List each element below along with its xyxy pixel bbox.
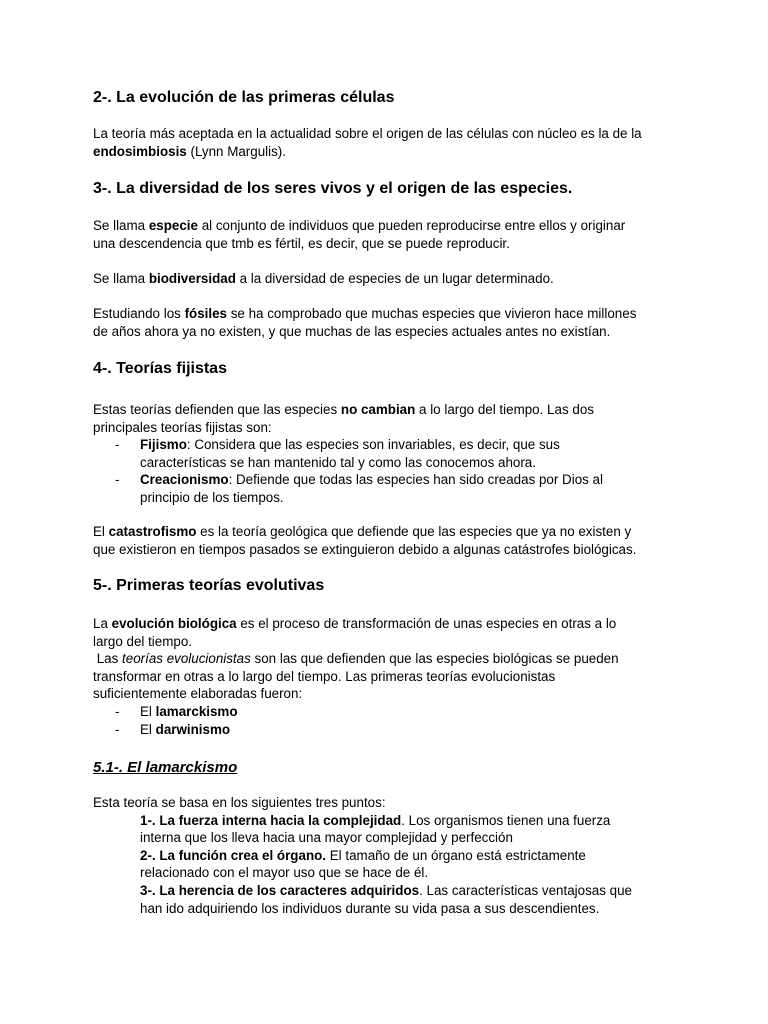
section-3-paragraph-biodiversidad: Se llama biodiversidad a la diversidad de especies de un lugar determinado. — [93, 271, 554, 286]
point-3: 3-. La herencia de los caracteres adquiridos. Las características ventajosas que han ido adquiriendo los individuos durante su vida pasa a sus descendientes. — [140, 882, 632, 916]
section-3-paragraph-fosiles: Estudiando los fósiles se ha comprobado que muchas especies que vivieron hace millones de años ahora ya no existen, y que muchas de las especies actuales antes no existían. — [93, 306, 637, 339]
list-item-darwinismo: - El darwinismo — [115, 721, 231, 737]
bullet-dash: - — [115, 472, 120, 488]
section-4-paragraph: Estas teorías defienden que las especies no cambian a lo largo del tiempo. Las dos principales teorías fijistas son: - Fijismo: Considera que las especies son invariables, es decir, que sus características se han mantenido tal y como las conocemos ahora. - Creacionismo: Defiende que todas las especies han sido creadas por Dios al principio de los tiempos. — [93, 401, 693, 507]
section-4-heading: 4-. Teorías fijistas — [93, 360, 227, 377]
bullet-dash: - — [115, 437, 120, 453]
section-2-heading: 2-. La evolución de las primeras células — [93, 89, 395, 106]
section-3-heading: 3-. La diversidad de los seres vivos y el origen de las especies. — [93, 180, 573, 197]
section-3-paragraph-especie: Se llama especie al conjunto de individuos que pueden reproducirse entre ellos y originar una descendencia que tmb es fértil, es decir, que se puede reproducir. — [93, 218, 626, 251]
section-5-paragraph: La evolución biológica es el proceso de transformación de unas especies en otras a lo largo del tiempo. Las teorías evolucionistas son las que defienden que las especies biológicas se pueden transformar en otras a lo largo del tiempo. Las primeras teorías evolucionistas suficientemente elaboradas fueron: - El lamarckismo - El darwinismo — [93, 615, 693, 738]
section-2-paragraph: La teoría más aceptada en la actualidad sobre el origen de las células con núcleo es la de la endosimbiosis (Lynn Margulis). — [93, 126, 642, 159]
section-5-heading: 5-. Primeras teorías evolutivas — [93, 577, 325, 594]
list-item-creacionismo: - Creacionismo: Defiende que todas las especies han sido creadas por Dios al principio de los tiempos. — [115, 472, 603, 505]
bullet-dash: - — [115, 703, 120, 719]
list-item-fijismo: - Fijismo: Considera que las especies son invariables, es decir, que sus características se han mantenido tal y como las conocemos ahora. — [115, 437, 560, 470]
point-2: 2-. La función crea el órgano. El tamaño de un órgano está estrictamente relacionado con el mayor uso que se hace de él. — [140, 847, 586, 881]
section-4-paragraph-catastrofismo: El catastrofismo es la teoría geológica que defiende que las especies que ya no existen y que existieron en tiempos pasados se extinguieron debido a algunas catástrofes biológicas. — [93, 524, 637, 557]
section-5-1-paragraph: Esta teoría se basa en los siguientes tres puntos: 1-. La fuerza interna hacia la complejidad. Los organismos tienen una fuerza interna que los lleva hacia una mayor complejidad y perfección 2-. La función crea el órgano. El tamaño de un órgano está estrictamente relacionado con el mayor uso que se hace de él. 3-. La herencia de los caracteres adquiridos. Las características ventajosas que han ido adquiriendo los individuos durante su vida pasa a sus descendientes. — [93, 794, 693, 917]
section-5-1-heading: 5.1-. El lamarckismo — [93, 759, 238, 776]
list-item-lamarckismo: - El lamarckismo — [115, 703, 238, 719]
point-1: 1-. La fuerza interna hacia la complejidad. Los organismos tienen una fuerza interna que los lleva hacia una mayor complejidad y perfección — [140, 812, 611, 846]
bullet-dash: - — [115, 721, 120, 737]
